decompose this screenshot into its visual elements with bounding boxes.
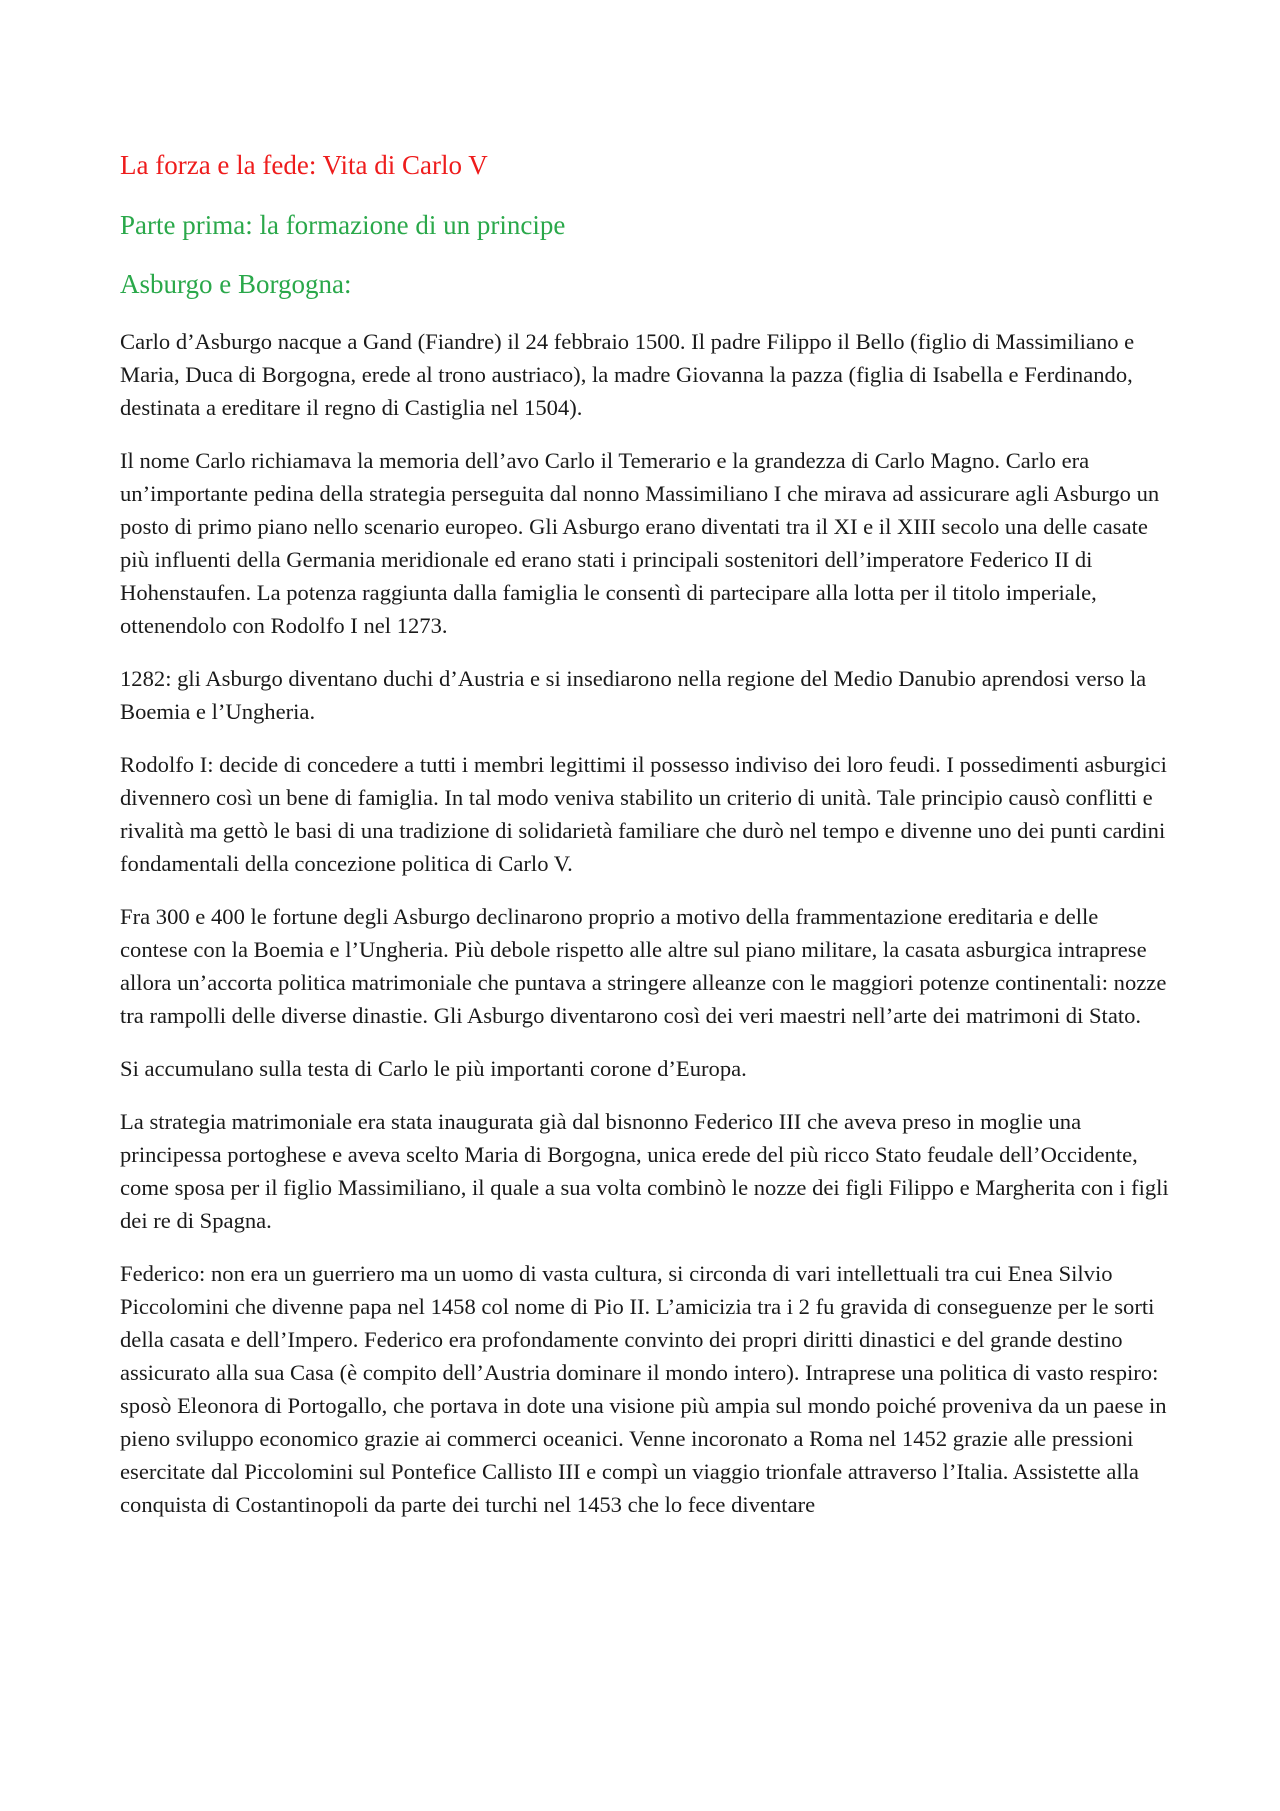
paragraph-decline: Fra 300 e 400 le fortune degli Asburgo declinarono proprio a motivo della frammentazione ereditaria e delle contese con la Boemia e l’Ungheria. Più debole rispetto alle altre sul piano militare, la casata asburgica intraprese allora un’accorta politica matrimoniale che puntava a stringere alleanze con le maggiori potenze continentali: nozze tra rampolli delle diverse dinastie. Gli Asburgo diventarono così dei veri maestri nell’arte dei matrimoni di Stato. bbox=[120, 904, 1167, 1028]
document-title: La forza e la fede: Vita di Carlo V bbox=[120, 150, 488, 180]
paragraph-federico: Federico: non era un guerriero ma un uomo di vasta cultura, si circonda di vari intellettuali tra cui Enea Silvio Piccolomini che divenne papa nel 1458 col nome di Pio II. L’amicizia tra i 2 fu gravida di conseguenze per le sorti della casata e dell’Impero. Federico era profondamente convinto dei propri diritti dinastici e del grande destino assicurato alla sua Casa (è compito dell’Austria dominare il mondo intero). Intraprese una politica di vasto respiro: sposò Eleonora di Portogallo, che portava in dote una visione più ampia sul mondo poiché proveniva da un paese in pieno sviluppo economico grazie ai commerci oceanici. Venne incoronato a Roma nel 1452 grazie alle pressioni esercitate dal Piccolomini sul Pontefice Callisto III e compì un viaggio trionfale attraverso l’Italia. Assistette alla conquista di Costantinopoli da parte dei turchi nel 1453 che lo fece diventare bbox=[120, 1261, 1167, 1517]
part-subtitle: Parte prima: la formazione di un principe bbox=[120, 210, 566, 240]
paragraph-birth: Carlo d’Asburgo nacque a Gand (Fiandre) il 24 febbraio 1500. Il padre Filippo il Bello (figlio di Massimiliano e Maria, Duca di Borgogna, erede al trono austriaco), la madre Giovanna la pazza (figlia di Isabella e Ferdinando, destinata a ereditare il regno di Castiglia nel 1504). bbox=[120, 329, 1135, 420]
paragraph-1282: 1282: gli Asburgo diventano duchi d’Austria e si insediarono nella regione del Medio Danubio aprendosi verso la Boemia e l’Ungheria. bbox=[120, 666, 1147, 724]
section-heading: Asburgo e Borgogna: bbox=[120, 269, 352, 299]
paragraph-crowns: Si accumulano sulla testa di Carlo le più importanti corone d’Europa. bbox=[120, 1056, 747, 1081]
paragraph-strategy: La strategia matrimoniale era stata inaugurata già dal bisnonno Federico III che aveva preso in moglie una principessa portoghese e aveva scelto Maria di Borgogna, unica erede del più ricco Stato feudale dell’Occidente, come sposa per il figlio Massimiliano, il quale a sua volta combinò le nozze dei figli Filippo e Margherita con i figli dei re di Spagna. bbox=[120, 1109, 1169, 1233]
paragraph-name-origin: Il nome Carlo richiamava la memoria dell’avo Carlo il Temerario e la grandezza di Carlo Magno. Carlo era un’importante pedina della strategia perseguita dal nonno Massimiliano I che mirava ad assicurare agli Asburgo un posto di primo piano nello scenario europeo. Gli Asburgo erano diventati tra il XI e il XIII secolo una delle casate più influenti della Germania meridionale ed erano stati i principali sostenitori dell’imperatore Federico II di Hohenstaufen. La potenza raggiunta dalla famiglia le consentì di partecipare alla lotta per il titolo imperiale, ottenendolo con Rodolfo I nel 1273. bbox=[120, 448, 1160, 638]
document-page bbox=[120, 148, 1170, 1541]
paragraph-rodolfo: Rodolfo I: decide di concedere a tutti i membri legittimi il possesso indiviso dei loro feudi. I possedimenti asburgici divennero così un bene di famiglia. In tal modo veniva stabilito un criterio di unità. Tale principio causò conflitti e rivalità ma gettò le basi di una tradizione di solidarietà familiare che durò nel tempo e divenne uno dei punti cardini fondamentali della concezione politica di Carlo V. bbox=[120, 752, 1167, 876]
